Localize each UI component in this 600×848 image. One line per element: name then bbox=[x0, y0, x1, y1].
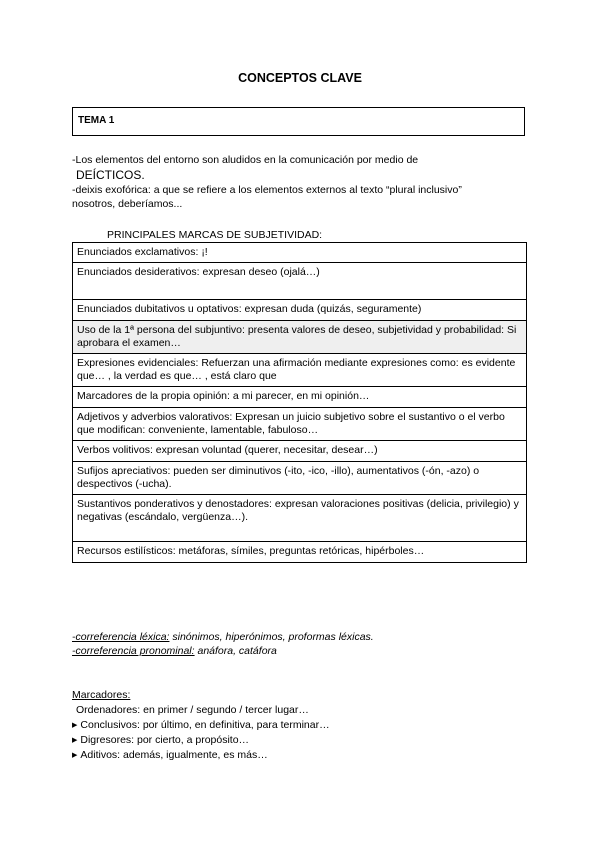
table-cell: Enunciados dubitativos u optativos: expresan duda (quizás, seguramente) bbox=[73, 300, 527, 321]
coref-pronominal-key: -correferencia pronominal: bbox=[72, 645, 195, 657]
table-row bbox=[73, 354, 527, 387]
bullet-icon: ▶ bbox=[72, 737, 78, 744]
table-cell: Verbos volitivos: expresan voluntad (querer, necesitar, desear…) bbox=[73, 441, 527, 462]
marcador-ordenadores: Ordenadores: en primer / segundo / tercer lugar… bbox=[76, 704, 309, 716]
list-item bbox=[72, 748, 330, 763]
bullet-icon: ▶ bbox=[72, 752, 78, 759]
table-row bbox=[73, 462, 527, 495]
table-cell: Recursos estilísticos: metáforas, símiles, preguntas retóricas, hipérboles… bbox=[73, 542, 527, 563]
table-cell: Sustantivos ponderativos y denostadores: expresan valoraciones positivas (delicia, privilegio) y negativas (escándalo, vergüenza…). bbox=[73, 495, 527, 542]
tema-box bbox=[72, 107, 525, 136]
marcas-heading: PRINCIPALES MARCAS DE SUBJETIVIDAD: bbox=[107, 229, 323, 241]
intro-line-3: -deixis exofórica: a que se refiere a los elementos externos al texto “plural inclusivo” bbox=[72, 184, 462, 196]
deicticos-term: DEÍCTICOS. bbox=[76, 168, 145, 182]
table-row bbox=[73, 263, 527, 300]
correferencia-section bbox=[72, 630, 374, 658]
table-cell: Adjetivos y adverbios valorativos: Expresan un juicio subjetivo sobre el sustantivo o el verbo que modifican: conveniente, lamentable, fabuloso… bbox=[73, 408, 527, 441]
page-title: CONCEPTOS CLAVE bbox=[238, 71, 362, 85]
table-row bbox=[73, 408, 527, 441]
tema-label: TEMA 1 bbox=[78, 115, 115, 126]
list-item bbox=[72, 718, 330, 733]
intro-line-4: nosotros, deberíamos... bbox=[72, 198, 183, 210]
table-cell: Enunciados exclamativos: ¡! bbox=[73, 243, 527, 263]
table-cell: Marcadores de la propia opinión: a mi parecer, en mi opinión… bbox=[73, 387, 527, 408]
table-row bbox=[73, 495, 527, 542]
marcador-conclusivos: Conclusivos: por último, en definitiva, para terminar… bbox=[80, 719, 330, 731]
coref-lexica bbox=[72, 630, 374, 644]
marcador-aditivos: Aditivos: además, igualmente, es más… bbox=[80, 749, 268, 761]
intro-text bbox=[72, 153, 532, 211]
list-item bbox=[72, 733, 330, 748]
table-cell: Uso de la 1ª persona del subjuntivo: presenta valores de deseo, subjetividad y probabilidad: Si aprobara el examen… bbox=[73, 321, 527, 354]
table-cell: Expresiones evidenciales: Refuerzan una afirmación mediante expresiones como: es evidente que… , la verdad es que… , está claro que bbox=[73, 354, 527, 387]
marcadores-section bbox=[72, 688, 330, 763]
coref-lexica-key: -correferencia léxica: bbox=[72, 631, 170, 643]
list-item bbox=[72, 703, 330, 718]
table-row bbox=[73, 300, 527, 321]
bullet-icon: ▶ bbox=[72, 722, 78, 729]
marcadores-heading: Marcadores: bbox=[72, 689, 131, 701]
marcas-table bbox=[72, 242, 527, 563]
coref-pronominal-value: anáfora, catáfora bbox=[194, 645, 277, 657]
table-row bbox=[73, 542, 527, 563]
table-row bbox=[73, 441, 527, 462]
table-cell: Enunciados desiderativos: expresan deseo (ojalá…) bbox=[73, 263, 527, 300]
intro-line-1: -Los elementos del entorno son aludidos en la comunicación por medio de bbox=[72, 154, 419, 166]
coref-pronominal bbox=[72, 644, 374, 658]
table-row bbox=[73, 321, 527, 354]
marcador-digresores: Digresores: por cierto, a propósito… bbox=[80, 734, 250, 746]
coref-lexica-value: sinónimos, hiperónimos, proformas léxicas. bbox=[169, 631, 374, 643]
table-row bbox=[73, 243, 527, 263]
table-row bbox=[73, 387, 527, 408]
table-cell: Sufijos apreciativos: pueden ser diminutivos (-ito, -ico, -illo), aumentativos (-ón, -azo) o despectivos (-ucha). bbox=[73, 462, 527, 495]
